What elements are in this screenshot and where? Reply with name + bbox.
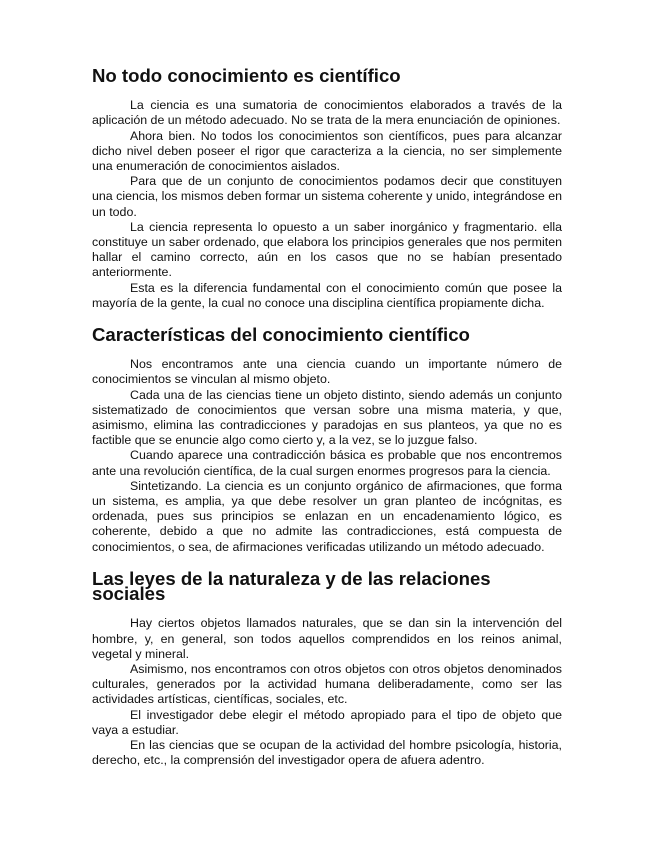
paragraph: Sintetizando. La ciencia es un conjunto orgánico de afirmaciones, que forma un sistema, es amplia, ya que debe resolver un gran planteo de incógnitas, es ordenada, pues sus principios se enlazan en un encadenamiento lógico, es coherente, debido a que no admite las contradicciones, está compuesta de conocimientos, o sea, de afirmaciones verificadas utilizando un método adecuado. <box>92 478 562 554</box>
paragraph: La ciencia representa lo opuesto a un saber inorgánico y fragmentario. ella constituye un saber ordenado, que elabora los principios generales que nos permiten hallar el camino correcto, aún en los casos que no se habían presentado anteriormente. <box>92 219 562 280</box>
paragraph: Hay ciertos objetos llamados naturales, que se dan sin la intervención del hombre, y, en general, son todos aquellos comprendidos en los reinos animal, vegetal y mineral. <box>92 616 562 661</box>
paragraph: En las ciencias que se ocupan de la actividad del hombre psicología, historia, derecho, etc., la comprensión del investigador opera de afuera adentro. <box>92 737 562 768</box>
paragraph: Esta es la diferencia fundamental con el conocimiento común que posee la mayoría de la gente, la cual no conoce una disciplina científica propiamente dicha. <box>92 280 562 310</box>
paragraph: Cada una de las ciencias tiene un objeto distinto, siendo además un conjunto sistematizado de conocimientos que versan sobre una misma materia, y que, asimismo, elimina las contradicciones y paradojas en sus planteos, ya que no es factible que se enuncie algo como cierto y, a la vez, se lo juzgue falso. <box>92 387 562 448</box>
section-body <box>92 98 562 311</box>
paragraph: Asimismo, nos encontramos con otros objetos con otros objetos denominados culturales, generados por la actividad humana deliberadamente, como ser las actividades artísticas, científicas, sociales, etc. <box>92 661 562 707</box>
paragraph: Para que de un conjunto de conocimientos podamos decir que constituyen una ciencia, los mismos deben formar un sistema coherente y unido, integrándose en un todo. <box>92 174 562 219</box>
paragraph: Nos encontramos ante una ciencia cuando un importante número de conocimientos se vinculan al mismo objeto. <box>92 357 562 387</box>
section-title: No todo conocimiento es científico <box>92 65 401 86</box>
section-body <box>92 357 562 555</box>
section-body <box>92 616 562 768</box>
paragraph: La ciencia es una sumatoria de conocimientos elaborados a través de la aplicación de un método adecuado. No se trata de la mera enunciación de opiniones. <box>92 98 562 128</box>
document-page <box>92 65 562 768</box>
section-title: Las leyes de la naturaleza y de las relaciones sociales <box>92 567 491 605</box>
paragraph: Cuando aparece una contradicción básica es probable que nos encontremos ante una revolución científica, de la cual surgen enormes progresos para la ciencia. <box>92 448 562 478</box>
paragraph: Ahora bien. No todos los conocimientos son científicos, pues para alcanzar dicho nivel deben poseer el rigor que caracteriza a la ciencia, no ser simplemente una enumeración de conocimientos aislados. <box>92 128 562 174</box>
paragraph: El investigador debe elegir el método apropiado para el tipo de objeto que vaya a estudiar. <box>92 707 562 737</box>
section-title: Características del conocimiento científico <box>92 324 470 346</box>
